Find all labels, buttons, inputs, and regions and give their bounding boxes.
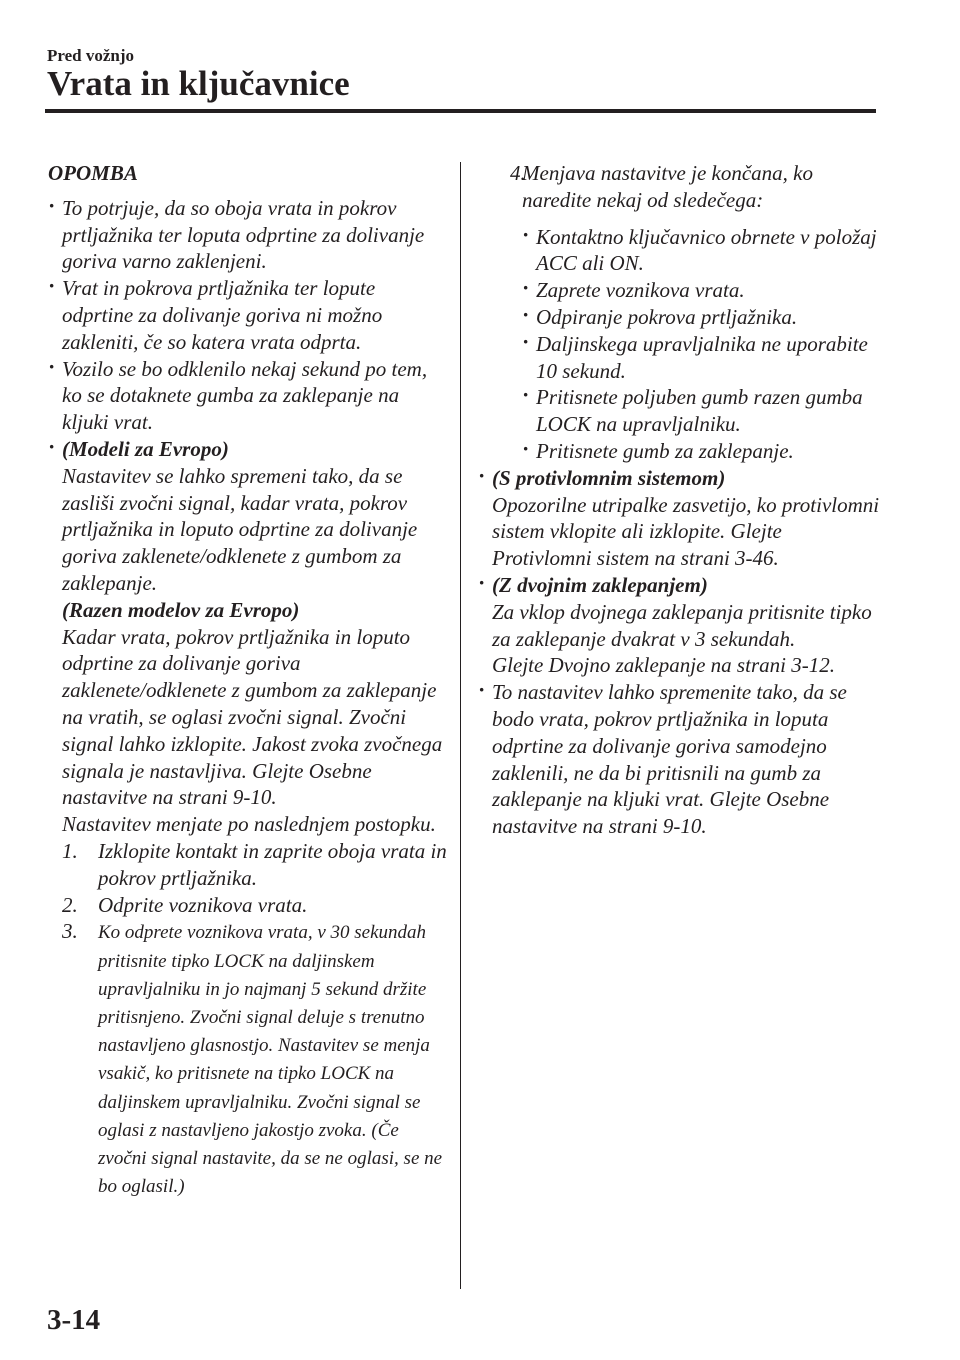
note-heading: OPOMBA	[48, 161, 138, 185]
list-item	[48, 195, 448, 275]
step-item	[62, 918, 448, 1200]
note-subheading: · (Modeli za Evropo)	[62, 436, 229, 461]
note-text: To potrjuje, da so oboja vrata in pokrov prtljažnika ter loputa odprtine za dolivanje goriva varno zaklenjeni.	[62, 195, 425, 274]
note-text: Vozilo se bo odklenilo nekaj sekund po tem, ko se dotaknete gumba za zaklepanje na kljuki vrat.	[62, 356, 428, 435]
note-text: Za vklop dvojnega zaklepanja pritisnite tipko za zaklepanje dvakrat v 3 sekundah.	[492, 599, 872, 651]
note-subheading: · (S protivlomnim sistemom)	[492, 465, 726, 490]
note-text: Glejte Dvojno zaklepanje na strani 3-12.	[492, 653, 835, 678]
title-rule	[45, 109, 876, 113]
step-text: Ko odprete voznikova vrata, v 30 sekundah pritisnite tipko LOCK na daljinskem upravljalniku in jo najmanj 5 sekund držite pritisnjeno. Zvočni signal deluje s trenutno nastavljeno glasnostjo. Nastavitev se menja vsakič, ko pritisnete na tipko LOCK na daljinskem upravljalniku. Zvočni signal se oglasi z nastavljeno jakostjo zvoka. (Če zvočni signal nastavite, da se ne oglasi, se ne bo oglasil.)	[98, 922, 443, 1198]
list-item	[478, 465, 886, 572]
list-item	[522, 277, 886, 304]
step-item	[62, 892, 448, 919]
step-number: 4.	[510, 161, 526, 185]
page-number: 3-14	[47, 1304, 101, 1336]
list-item	[522, 438, 886, 465]
step-item	[486, 160, 886, 465]
list-item	[48, 436, 448, 1200]
list-item	[522, 331, 886, 385]
list-item	[522, 384, 886, 438]
column-divider	[460, 162, 461, 1289]
list-item	[48, 356, 448, 436]
step-item	[62, 838, 448, 892]
page-title: Vrata in ključavnice	[47, 64, 350, 103]
step-text: Izklopite kontakt in zaprite oboja vrata in pokrov prtljažnika.	[98, 838, 447, 890]
note-list	[48, 195, 448, 1201]
right-column	[486, 160, 886, 840]
list-item	[478, 572, 886, 679]
note-text: Opozorilne utripalke zasvetijo, ko protivlomni sistem vklopite ali izklopite. Glejte Protivlomni sistem na strani 3-46.	[492, 492, 880, 571]
note-subheading: (Razen modelov za Evropo)	[62, 597, 300, 622]
sub-text: Odpiranje pokrova prtljažnika.	[536, 304, 798, 329]
note-text: Nastavitev se lahko spremeni tako, da se zasliši zvočni signal, kadar vrata, pokrov prtljažnika in loputo odprtine za dolivanje goriva zaklenete/odklenete z gumbom za zaklepanje.	[62, 463, 418, 595]
note-text: To nastavitev lahko spremenite tako, da se bodo vrata, pokrov prtljažnika in loputa odprtine za dolivanje goriva samodejno zaklenili, ne da bi pritisnili na gumb za zaklepanje na kljuki vrat. Glejte Osebne nastavitve na strani 9-10.	[492, 680, 847, 839]
left-column	[48, 160, 448, 1200]
step-number: 1.	[62, 838, 78, 863]
sub-text: Pritisnete gumb za zaklepanje.	[536, 438, 794, 463]
step-text: Menjava nastavitve je končana, ko naredite nekaj od sledečega:	[522, 161, 813, 212]
sub-text: Pritisnete poljuben gumb razen gumba LOCK na upravljalniku.	[536, 385, 863, 437]
note-text: Vrat in pokrova prtljažnika ter lopute odprtine za dolivanje goriva ni možno zakleniti, če so katera vrata odprta.	[62, 276, 383, 354]
step-number: 2.	[62, 892, 78, 917]
sub-list	[522, 224, 886, 465]
note-subheading: · (Z dvojnim zaklepanjem)	[492, 572, 708, 597]
step-list	[62, 838, 448, 1200]
section-label: Pred vožnjo	[47, 46, 135, 65]
note-list	[478, 465, 886, 840]
list-item	[478, 679, 886, 840]
step-text: Odprite voznikova vrata.	[98, 892, 308, 917]
list-item	[522, 304, 886, 331]
sub-text: Kontaktno ključavnico obrnete v položaj ACC ali ON.	[536, 224, 877, 276]
list-item	[48, 275, 448, 355]
step-list	[486, 160, 886, 465]
note-text: Kadar vrata, pokrov prtljažnika in loputo odprtine za dolivanje goriva zaklenete/odklenete z gumbom za zaklepanje na vratih, se oglasi zvočni signal. Zvočni signal lahko izklopite. Jakost zvoka zvočnega signala je nastavljiva. Glejte Osebne nastavitve na strani 9-10.	[62, 624, 443, 810]
step-number: 3.	[62, 919, 78, 944]
note-text: Nastavitev menjate po naslednjem postopku.	[62, 812, 436, 837]
list-item	[522, 224, 886, 278]
sub-text: Daljinskega upravljalnika ne uporabite 10 sekund.	[536, 331, 868, 383]
sub-text: Zaprete voznikova vrata.	[536, 278, 745, 303]
